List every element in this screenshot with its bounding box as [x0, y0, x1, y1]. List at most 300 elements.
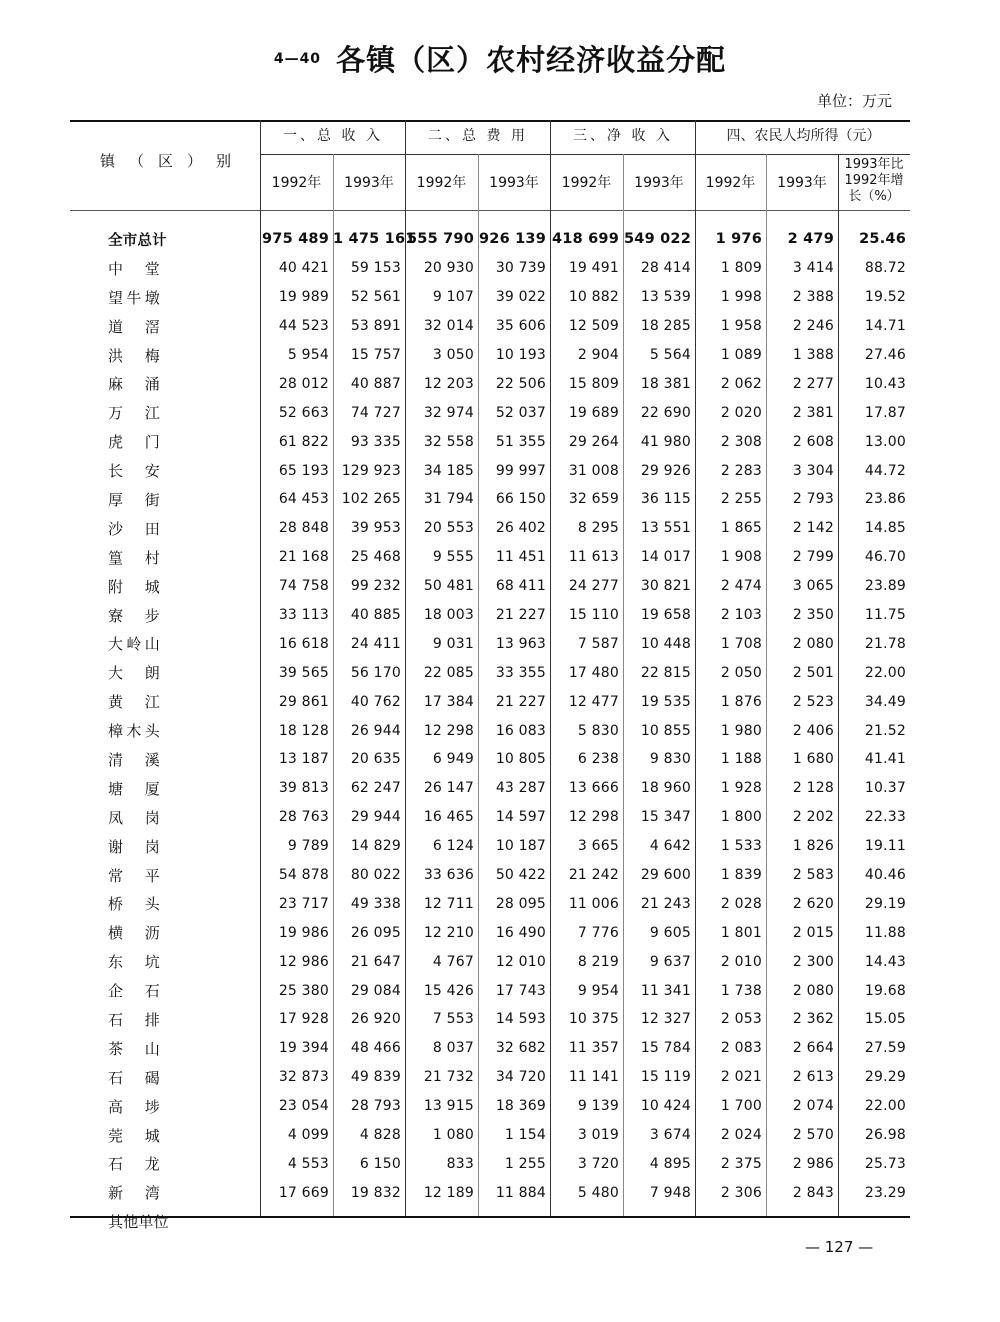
value-cell: 22.00 — [864, 664, 906, 681]
value-cell: 31 794 — [423, 491, 474, 508]
value-cell: 1 533 — [720, 838, 762, 855]
value-cell: 23.89 — [864, 578, 906, 595]
table-row — [70, 341, 910, 370]
value-cell: 10 424 — [640, 1098, 691, 1115]
value-cell: 7 587 — [577, 635, 619, 652]
year-header: 1993年 — [634, 175, 684, 191]
value-cell: 80 022 — [350, 867, 401, 884]
town-name: 常平 — [108, 866, 160, 885]
value-cell: 9 637 — [649, 953, 691, 970]
value-cell: 1 388 — [792, 347, 834, 363]
value-cell: 12 298 — [423, 722, 474, 739]
value-cell: 12 203 — [423, 375, 474, 392]
value-cell: 2 793 — [792, 491, 834, 508]
value-cell: 2 799 — [792, 549, 834, 566]
value-cell: 39 953 — [350, 520, 401, 537]
value-cell: 32 873 — [278, 1069, 329, 1086]
value-cell: 1 908 — [720, 549, 762, 566]
value-cell: 22 085 — [423, 664, 474, 681]
value-cell: 20 635 — [350, 751, 401, 768]
value-cell: 6 949 — [432, 751, 474, 768]
value-cell: 11 341 — [640, 982, 691, 999]
value-cell: 18 381 — [640, 375, 691, 392]
value-cell: 129 923 — [341, 462, 401, 479]
value-cell: 15 347 — [640, 809, 691, 826]
town-name: 高埗 — [108, 1097, 160, 1116]
value-cell: 10.43 — [864, 375, 906, 392]
value-cell: 10 855 — [640, 722, 691, 739]
table-row — [70, 283, 910, 312]
value-cell: 33 355 — [495, 664, 546, 681]
value-cell: 29 600 — [640, 867, 691, 884]
value-cell: 32 659 — [568, 491, 619, 508]
value-cell: 18 369 — [495, 1098, 546, 1115]
value-cell: 2 246 — [792, 318, 834, 335]
growth-header-line: 长（%） — [848, 189, 900, 204]
value-cell: 6 124 — [432, 838, 474, 855]
value-cell: 23.86 — [864, 491, 906, 508]
value-cell: 26 147 — [423, 780, 474, 797]
value-cell: 15 110 — [568, 607, 619, 624]
town-name: 万江 — [108, 404, 160, 423]
town-name: 清溪 — [108, 750, 160, 769]
value-cell: 8 037 — [432, 1040, 474, 1057]
header-bottom-rule — [70, 210, 910, 211]
table-row — [70, 658, 910, 687]
value-cell: 26 402 — [495, 520, 546, 537]
value-cell: 2 021 — [720, 1069, 762, 1086]
value-cell: 2 388 — [792, 289, 834, 306]
value-cell: 2 074 — [792, 1098, 834, 1115]
value-cell: 2 080 — [792, 635, 834, 652]
value-cell: 2 664 — [792, 1040, 834, 1057]
value-cell — [333, 1207, 405, 1236]
value-cell: 15.05 — [864, 1011, 906, 1028]
value-cell: 19 394 — [278, 1040, 329, 1057]
value-cell: 13 187 — [278, 751, 329, 768]
value-cell: 11.88 — [864, 924, 906, 941]
value-cell — [550, 1207, 623, 1236]
value-cell — [766, 1207, 838, 1236]
value-cell: 18 128 — [278, 722, 329, 739]
value-cell: 2 479 — [787, 231, 834, 248]
value-cell: 29 926 — [640, 462, 691, 479]
value-cell: 1 800 — [720, 809, 762, 826]
value-cell: 40 421 — [278, 260, 329, 277]
value-cell: 18 960 — [640, 780, 691, 797]
value-cell: 3 065 — [792, 578, 834, 595]
value-cell: 1 839 — [720, 867, 762, 884]
value-cell: 9 954 — [577, 982, 619, 999]
value-cell: 1 980 — [720, 722, 762, 739]
value-cell: 68 411 — [495, 578, 546, 595]
table-row — [70, 572, 910, 601]
value-cell: 54 878 — [278, 867, 329, 884]
table-row — [70, 889, 910, 918]
value-cell: 4 642 — [649, 838, 691, 855]
table-row — [70, 427, 910, 456]
value-cell: 28 848 — [278, 520, 329, 537]
value-cell: 21 732 — [423, 1069, 474, 1086]
value-cell: 1 738 — [720, 982, 762, 999]
town-name: 石碣 — [108, 1068, 160, 1087]
value-cell: 43 287 — [495, 780, 546, 797]
value-cell: 2 306 — [720, 1184, 762, 1201]
value-cell: 16 083 — [495, 722, 546, 739]
table-row — [70, 1121, 910, 1150]
value-cell: 23.29 — [864, 1184, 906, 1201]
value-cell: 2 024 — [720, 1127, 762, 1144]
value-cell: 32 974 — [423, 404, 474, 421]
value-cell: 8 219 — [577, 953, 619, 970]
value-cell: 13 666 — [568, 780, 619, 797]
value-cell: 15 119 — [640, 1069, 691, 1086]
value-cell: 24 277 — [568, 578, 619, 595]
value-cell: 34 185 — [423, 462, 474, 479]
value-cell: 22 690 — [640, 404, 691, 421]
value-cell — [405, 1207, 478, 1236]
value-cell: 5 954 — [287, 347, 329, 363]
value-cell: 2 277 — [792, 375, 834, 392]
value-cell: 12 509 — [568, 318, 619, 335]
value-cell: 40.46 — [864, 867, 906, 884]
group-header-per-capita: 四、农民人均所得（元） — [726, 128, 881, 144]
value-cell: 11 884 — [495, 1184, 546, 1201]
town-name: 厚街 — [108, 490, 160, 509]
value-cell: 1 801 — [720, 924, 762, 941]
town-name: 樟木头 — [108, 722, 160, 741]
town-name: 新湾 — [108, 1184, 160, 1203]
value-cell: 39 565 — [278, 664, 329, 681]
value-cell: 12 986 — [278, 953, 329, 970]
table-row — [70, 832, 910, 861]
value-cell: 2 083 — [720, 1040, 762, 1057]
value-cell: 2 308 — [720, 433, 762, 450]
unit-label: 单位：万元 — [816, 92, 892, 110]
value-cell: 1 089 — [720, 347, 762, 363]
value-cell: 99 232 — [350, 578, 401, 595]
table-row — [70, 803, 910, 832]
town-name: 茶山 — [108, 1039, 160, 1058]
town-name: 横沥 — [108, 924, 160, 943]
total-row — [70, 225, 910, 254]
value-cell: 29 264 — [568, 433, 619, 450]
value-cell: 18 285 — [640, 318, 691, 335]
table-row — [70, 629, 910, 658]
town-name: 附城 — [108, 577, 160, 596]
value-cell: 39 022 — [495, 289, 546, 306]
value-cell: 32 014 — [423, 318, 474, 335]
value-cell: 2 843 — [792, 1184, 834, 1201]
value-cell: 30 821 — [640, 578, 691, 595]
value-cell: 61 822 — [278, 433, 329, 450]
value-cell: 418 699 — [552, 231, 619, 248]
value-cell: 13 915 — [423, 1098, 474, 1115]
value-cell: 21 243 — [640, 895, 691, 912]
value-cell: 7 776 — [577, 924, 619, 941]
town-name: 企石 — [108, 982, 160, 1001]
table-row — [70, 485, 910, 514]
table-row — [70, 1207, 910, 1236]
table-row — [70, 1063, 910, 1092]
value-cell: 15 809 — [568, 375, 619, 392]
value-cell: 2 375 — [720, 1155, 762, 1172]
value-cell: 10 882 — [568, 289, 619, 306]
value-cell: 2 583 — [792, 867, 834, 884]
value-cell: 10 805 — [495, 751, 546, 768]
table-row — [70, 687, 910, 716]
top-rule — [70, 120, 910, 122]
town-name: 塘厦 — [108, 779, 160, 798]
value-cell: 1 680 — [792, 751, 834, 768]
value-cell: 9 605 — [649, 924, 691, 941]
value-cell: 5 480 — [577, 1184, 619, 1201]
table-row — [70, 976, 910, 1005]
value-cell: 99 997 — [495, 462, 546, 479]
town-name: 凤岗 — [108, 808, 160, 827]
value-cell: 18 003 — [423, 607, 474, 624]
value-cell: 29.29 — [864, 1069, 906, 1086]
value-cell: 1 876 — [720, 693, 762, 710]
year-header: 1992年 — [271, 175, 322, 191]
value-cell: 555 790 — [407, 231, 474, 248]
value-cell: 32 558 — [423, 433, 474, 450]
value-cell: 2 570 — [792, 1127, 834, 1144]
value-cell: 12 327 — [640, 1011, 691, 1028]
value-cell: 15 757 — [350, 347, 401, 363]
value-cell: 14 829 — [350, 838, 401, 855]
town-name: 中堂 — [108, 259, 160, 278]
value-cell: 50 422 — [495, 867, 546, 884]
value-cell: 10.37 — [864, 780, 906, 797]
town-name: 麻涌 — [108, 375, 160, 394]
value-cell: 26 095 — [350, 924, 401, 941]
year-header: 1993年 — [344, 175, 394, 191]
value-cell: 22.00 — [864, 1098, 906, 1115]
value-cell: 4 099 — [287, 1127, 329, 1144]
value-cell: 48 466 — [350, 1040, 401, 1057]
value-cell: 2 474 — [720, 578, 762, 595]
value-cell: 35 606 — [495, 318, 546, 335]
value-cell: 50 481 — [423, 578, 474, 595]
value-cell: 11 451 — [495, 549, 546, 566]
value-cell: 2 986 — [792, 1155, 834, 1172]
growth-header-line: 1993年比 — [844, 157, 904, 172]
table-row — [70, 254, 910, 283]
value-cell: 15 784 — [640, 1040, 691, 1057]
value-cell: 2 300 — [792, 953, 834, 970]
table-row — [70, 398, 910, 427]
value-cell: 40 887 — [350, 375, 401, 392]
town-name: 道滘 — [108, 317, 160, 336]
value-cell: 24 411 — [350, 635, 401, 652]
table-row — [70, 369, 910, 398]
value-cell: 3 050 — [432, 347, 474, 363]
value-cell: 10 375 — [568, 1011, 619, 1028]
value-cell: 21 227 — [495, 693, 546, 710]
table-row — [70, 514, 910, 543]
value-cell: 34.49 — [864, 693, 906, 710]
value-cell: 12 711 — [423, 895, 474, 912]
value-cell: 25.73 — [864, 1155, 906, 1172]
value-cell: 21 647 — [350, 953, 401, 970]
value-cell: 19 491 — [568, 260, 619, 277]
value-cell: 19 989 — [278, 289, 329, 306]
value-cell: 27.46 — [864, 347, 906, 363]
table-row — [70, 601, 910, 630]
table-row — [70, 861, 910, 890]
value-cell: 10 193 — [495, 347, 546, 363]
value-cell: 19 832 — [350, 1184, 401, 1201]
value-cell: 12 477 — [568, 693, 619, 710]
value-cell: 66 150 — [495, 491, 546, 508]
value-cell — [260, 1207, 333, 1236]
value-cell: 10 187 — [495, 838, 546, 855]
table-row — [70, 456, 910, 485]
value-cell: 975 489 — [262, 231, 329, 248]
value-cell: 29 861 — [278, 693, 329, 710]
value-cell: 9 555 — [432, 549, 474, 566]
value-cell: 1 188 — [720, 751, 762, 768]
value-cell: 549 022 — [624, 231, 691, 248]
value-cell: 28 414 — [640, 260, 691, 277]
value-cell: 2 613 — [792, 1069, 834, 1086]
table-row — [70, 745, 910, 774]
table-row — [70, 1034, 910, 1063]
value-cell: 2 010 — [720, 953, 762, 970]
value-cell: 2 501 — [792, 664, 834, 681]
value-cell: 51 355 — [495, 433, 546, 450]
value-cell: 1 700 — [720, 1098, 762, 1115]
value-cell: 12 210 — [423, 924, 474, 941]
value-cell: 74 758 — [278, 578, 329, 595]
value-cell: 1 154 — [504, 1127, 546, 1144]
value-cell: 1 928 — [720, 780, 762, 797]
value-cell: 17 743 — [495, 982, 546, 999]
value-cell: 3 720 — [577, 1155, 619, 1172]
value-cell: 2 381 — [792, 404, 834, 421]
value-cell: 21.78 — [864, 635, 906, 652]
town-name: 石排 — [108, 1010, 160, 1029]
value-cell — [695, 1207, 766, 1236]
value-cell: 833 — [446, 1155, 474, 1172]
town-name: 洪梅 — [108, 346, 160, 365]
group-header-total-income: 一、总 收 入 — [283, 128, 383, 144]
value-cell: 19.68 — [864, 982, 906, 999]
value-cell: 11 141 — [568, 1069, 619, 1086]
value-cell: 26 944 — [350, 722, 401, 739]
value-cell: 1 998 — [720, 289, 762, 306]
town-name: 望牛墩 — [108, 288, 160, 307]
value-cell: 44.72 — [864, 462, 906, 479]
value-cell: 2 255 — [720, 491, 762, 508]
page-title — [0, 38, 1000, 79]
value-cell: 26 920 — [350, 1011, 401, 1028]
page-number: — 127 — — [805, 1238, 874, 1256]
value-cell: 23 717 — [278, 895, 329, 912]
value-cell: 41 980 — [640, 433, 691, 450]
value-cell — [838, 1207, 910, 1236]
town-name: 寮步 — [108, 606, 160, 625]
value-cell: 30 739 — [495, 260, 546, 277]
year-header: 1992年 — [416, 175, 467, 191]
value-cell: 74 727 — [350, 404, 401, 421]
value-cell: 52 561 — [350, 289, 401, 306]
value-cell: 1 080 — [432, 1127, 474, 1144]
value-cell: 13 963 — [495, 635, 546, 652]
table-row — [70, 543, 910, 572]
value-cell: 52 663 — [278, 404, 329, 421]
value-cell: 17 669 — [278, 1184, 329, 1201]
value-cell: 9 107 — [432, 289, 474, 306]
value-cell: 2 142 — [792, 520, 834, 537]
value-cell: 1 255 — [504, 1155, 546, 1172]
value-cell: 19.52 — [864, 289, 906, 306]
value-cell: 1 809 — [720, 260, 762, 277]
value-cell: 13 539 — [640, 289, 691, 306]
value-cell: 17 480 — [568, 664, 619, 681]
value-cell: 34 720 — [495, 1069, 546, 1086]
value-cell: 14 597 — [495, 809, 546, 826]
value-cell: 59 153 — [350, 260, 401, 277]
growth-header — [838, 157, 910, 205]
value-cell: 3 414 — [792, 260, 834, 277]
value-cell: 20 930 — [423, 260, 474, 277]
value-cell: 2 608 — [792, 433, 834, 450]
table-row — [70, 1150, 910, 1179]
value-cell: 19 986 — [278, 924, 329, 941]
value-cell: 8 295 — [577, 520, 619, 537]
value-cell: 23 054 — [278, 1098, 329, 1115]
value-cell: 11 613 — [568, 549, 619, 566]
value-cell: 15 426 — [423, 982, 474, 999]
value-cell: 46.70 — [864, 549, 906, 566]
value-cell: 4 553 — [287, 1155, 329, 1172]
value-cell: 28 095 — [495, 895, 546, 912]
table-row — [70, 1005, 910, 1034]
value-cell: 93 335 — [350, 433, 401, 450]
town-name: 石龙 — [108, 1155, 160, 1174]
group-header-net-income: 三、净 收 入 — [573, 128, 673, 144]
value-cell: 5 830 — [577, 722, 619, 739]
value-cell: 19 658 — [640, 607, 691, 624]
value-cell: 49 338 — [350, 895, 401, 912]
value-cell: 22 815 — [640, 664, 691, 681]
town-name: 莞城 — [108, 1126, 160, 1145]
value-cell: 2 028 — [720, 895, 762, 912]
town-name: 篁村 — [108, 548, 160, 567]
value-cell: 3 665 — [577, 838, 619, 855]
value-cell: 29 084 — [350, 982, 401, 999]
value-cell: 9 139 — [577, 1098, 619, 1115]
table-row — [70, 947, 910, 976]
value-cell: 27.59 — [864, 1040, 906, 1057]
value-cell: 10 448 — [640, 635, 691, 652]
value-cell: 2 103 — [720, 607, 762, 624]
value-cell: 11.75 — [864, 607, 906, 624]
town-name: 大岭山 — [108, 635, 160, 654]
value-cell: 1 708 — [720, 635, 762, 652]
value-cell: 4 895 — [649, 1155, 691, 1172]
value-cell: 88.72 — [864, 260, 906, 277]
value-cell: 4 828 — [359, 1127, 401, 1144]
value-cell: 21 227 — [495, 607, 546, 624]
value-cell: 3 019 — [577, 1127, 619, 1144]
value-cell: 29 944 — [350, 809, 401, 826]
value-cell: 13 551 — [640, 520, 691, 537]
value-cell: 33 113 — [278, 607, 329, 624]
town-name: 桥头 — [108, 895, 160, 914]
